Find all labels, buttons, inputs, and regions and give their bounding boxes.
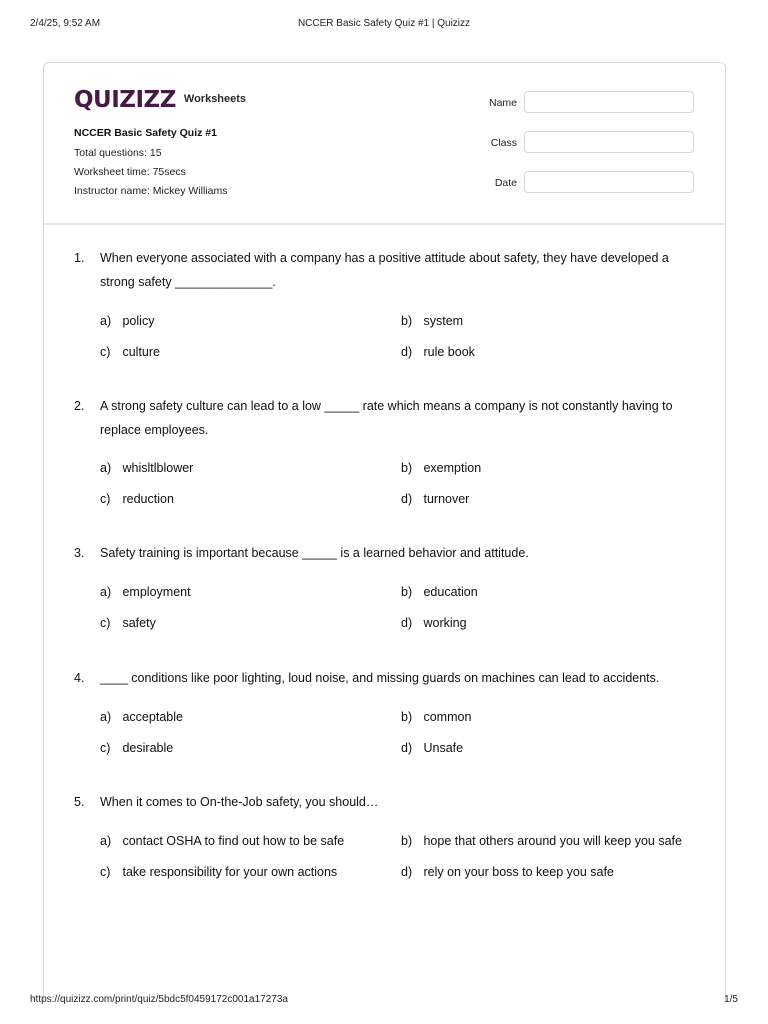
option-d: d) turnover — [401, 492, 470, 506]
class-label: Class — [490, 137, 517, 149]
option-b: b) exemption — [401, 461, 482, 475]
option-b: b) common — [401, 710, 472, 724]
total-questions: Total questions: 15 — [74, 147, 162, 159]
question-number: 4. — [74, 671, 85, 685]
worksheet-header — [44, 63, 725, 225]
print-page-title: NCCER Basic Safety Quiz #1 | Quizizz — [297, 18, 471, 29]
option-c: c) reduction — [100, 492, 174, 506]
question-text: ____ conditions like poor lighting, loud noise, and missing guards on machines can lead to accidents. — [100, 671, 660, 685]
question-number: 5. — [74, 795, 85, 809]
logo-subtitle: Worksheets — [183, 93, 247, 105]
print-datetime: 2/4/25, 9:52 AM — [30, 18, 101, 29]
logo-wordmark: QUIZIZZ — [74, 87, 176, 113]
option-c: c) desirable — [100, 741, 174, 755]
question-number: 1. — [74, 251, 85, 265]
print-url: https://quizizz.com/print/quiz/5bdc5f0459172c001a17273a — [30, 994, 288, 1005]
option-b: b) system — [401, 314, 464, 328]
worksheet-time: Worksheet time: 75secs — [74, 166, 186, 178]
option-d: d) rule book — [401, 345, 475, 359]
worksheet-card — [43, 62, 726, 1002]
page-number: 1/5 — [724, 994, 738, 1005]
name-field[interactable] — [524, 91, 694, 113]
print-footer — [30, 994, 738, 1008]
option-b: b) education — [401, 585, 478, 599]
option-d: d) Unsafe — [401, 741, 464, 755]
option-d: d) rely on your boss to keep you safe — [401, 865, 614, 879]
quiz-title: NCCER Basic Safety Quiz #1 — [74, 127, 217, 139]
question-number: 3. — [74, 546, 85, 560]
option-a: a) contact OSHA to find out how to be safe — [100, 834, 345, 848]
option-c: c) take responsibility for your own actions — [100, 865, 338, 879]
option-a: a) whisltlblower — [100, 461, 194, 475]
option-a: a) employment — [100, 585, 191, 599]
option-c: c) culture — [100, 345, 161, 359]
date-label: Date — [494, 177, 517, 189]
option-a: a) policy — [100, 314, 155, 328]
date-field[interactable] — [524, 171, 694, 193]
instructor-name: Instructor name: Mickey Williams — [74, 185, 228, 197]
class-field[interactable] — [524, 131, 694, 153]
option-b: b) hope that others around you will keep you safe — [401, 834, 682, 848]
option-d: d) working — [401, 616, 467, 630]
question-text: When it comes to On-the-Job safety, you should… — [100, 795, 379, 809]
quizizz-logo — [74, 85, 246, 115]
question-text: A strong safety culture can lead to a low _____ rate which means a company is not constantly having to replace employees. — [100, 399, 673, 437]
option-c: c) safety — [100, 616, 156, 630]
question-number: 2. — [74, 399, 85, 413]
name-label: Name — [488, 97, 517, 109]
question-text: Safety training is important because _____ is a learned behavior and attitude. — [100, 546, 529, 560]
print-header — [30, 18, 738, 32]
question-text: When everyone associated with a company has a positive attitude about safety, they have developed a strong safety ______________. — [100, 251, 669, 289]
option-a: a) acceptable — [100, 710, 183, 724]
